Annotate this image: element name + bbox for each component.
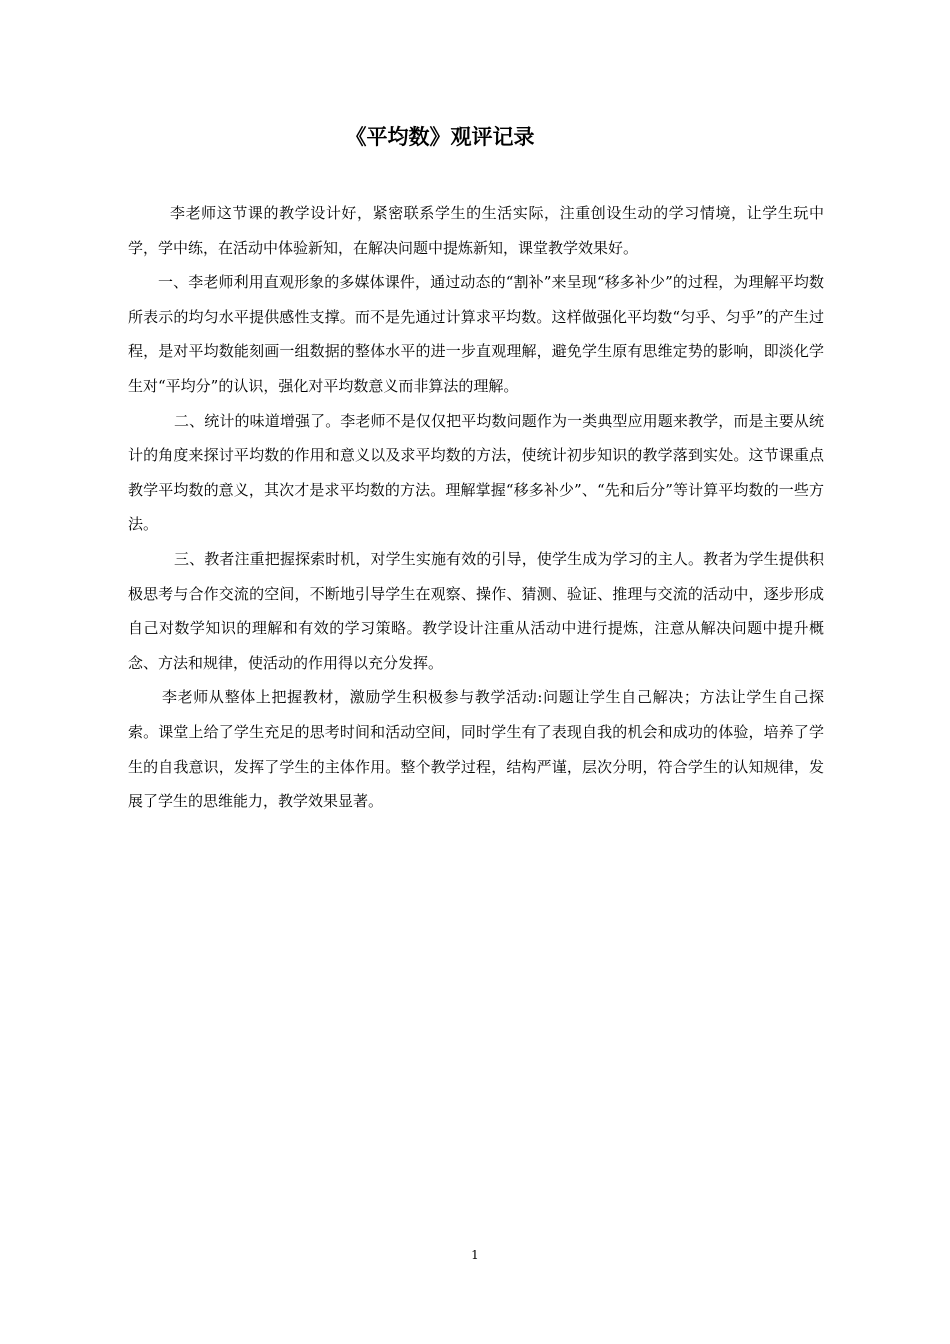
paragraph-point-three: 三、教者注重把握探索时机，对学生实施有效的引导，使学生成为学习的主人。教者为学生提供积极思考与合作交流的空间，不断地引导学生在观察、操作、猜测、验证、推理与交流的活动中，逐步形成自己对数学知识的理解和有效的学习策略。教学设计注重从活动中进行提炼，注意从解决问题中提升概念、方法和规律，使活动的作用得以充分发挥。 — [128, 549, 824, 672]
paragraph-intro: 李老师这节课的教学设计好，紧密联系学生的生活实际，注重创设生动的学习情境，让学生玩中学，学中练，在活动中体验新知，在解决问题中提炼新知，课堂教学效果好。 — [128, 204, 824, 257]
document-body — [128, 196, 824, 819]
paragraph-summary: 李老师从整体上把握教材，激励学生积极参与教学活动:问题让学生自己解决；方法让学生自己探索。课堂上给了学生充足的思考时间和活动空间，同时学生有了表现自我的机会和成功的体验，培养了学生的自我意识，发挥了学生的主体作用。整个教学过程，结构严谨，层次分明，符合学生的认知规律，发展了学生的思维能力，教学效果显著。 — [128, 688, 824, 811]
paragraph-point-two: 二、统计的味道增强了。李老师不是仅仅把平均数问题作为一类典型应用题来教学，而是主要从统计的角度来探讨平均数的作用和意义以及求平均数的方法，使统计初步知识的教学落到实处。这节课重点教学平均数的意义，其次才是求平均数的方法。理解掌握“移多补少”、“先和后分”等计算平均数的一些方法。 — [128, 411, 824, 534]
page-number: 1 — [471, 1248, 479, 1262]
paragraph-point-one: 一、李老师利用直观形象的多媒体课件，通过动态的“割补”来呈现“移多补少”的过程，为理解平均数所表示的均匀水平提供感性支撑。而不是先通过计算求平均数。这样做强化平均数“匀乎、匀乎”的产生过程，是对平均数能刻画一组数据的整体水平的进一步直观理解，避免学生原有思维定势的影响，即淡化学生对“平均分”的认识，强化对平均数意义而非算法的理解。 — [128, 273, 824, 395]
document-title: 《平均数》观评记录 — [345, 124, 535, 149]
